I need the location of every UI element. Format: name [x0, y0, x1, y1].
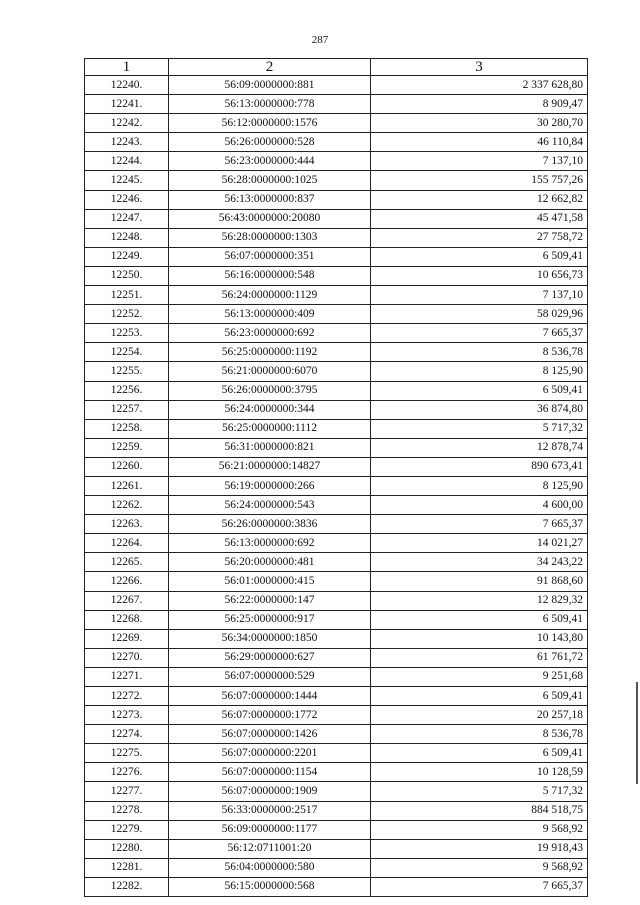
cadastral-number: 56:12:0000000:1576: [169, 114, 371, 133]
row-number: 12278.: [85, 801, 169, 820]
row-number: 12270.: [85, 648, 169, 667]
row-number: 12266.: [85, 572, 169, 591]
cadastral-value: 91 868,60: [371, 572, 588, 591]
cadastral-number: 56:07:0000000:1444: [169, 687, 371, 706]
row-number: 12280.: [85, 839, 169, 858]
cadastral-number: 56:25:0000000:917: [169, 610, 371, 629]
column-header-1: 1: [85, 59, 169, 76]
cadastral-number: 56:07:0000000:2201: [169, 744, 371, 763]
cadastral-number: 56:24:0000000:1129: [169, 286, 371, 305]
row-number: 12250.: [85, 266, 169, 285]
cadastral-value: 19 918,43: [371, 839, 588, 858]
table-row: [85, 171, 588, 190]
cadastral-number: 56:22:0000000:147: [169, 591, 371, 610]
cadastral-value: 5 717,32: [371, 782, 588, 801]
cadastral-value: 8 536,78: [371, 343, 588, 362]
cadastral-value: 58 029,96: [371, 305, 588, 324]
cadastral-value: 27 758,72: [371, 228, 588, 247]
table-row: [85, 400, 588, 419]
table-row: [85, 877, 588, 896]
cadastral-number: 56:43:0000000:20080: [169, 209, 371, 228]
cadastral-value: 155 757,26: [371, 171, 588, 190]
row-number: 12249.: [85, 247, 169, 266]
table-row: [85, 553, 588, 572]
row-number: 12281.: [85, 858, 169, 877]
cadastral-number: 56:13:0000000:837: [169, 190, 371, 209]
cadastral-number: 56:25:0000000:1192: [169, 343, 371, 362]
cadastral-value: 10 143,80: [371, 629, 588, 648]
row-number: 12276.: [85, 763, 169, 782]
cadastral-number: 56:01:0000000:415: [169, 572, 371, 591]
cadastral-value: 4 600,00: [371, 496, 588, 515]
cadastral-number: 56:13:0000000:692: [169, 534, 371, 553]
table-row: [85, 667, 588, 686]
row-number: 12252.: [85, 305, 169, 324]
cadastral-number: 56:28:0000000:1025: [169, 171, 371, 190]
table-row: [85, 534, 588, 553]
row-number: 12248.: [85, 228, 169, 247]
cadastral-number: 56:26:0000000:3836: [169, 515, 371, 534]
cadastral-number: 56:07:0000000:1426: [169, 725, 371, 744]
cadastral-value: 46 110,84: [371, 133, 588, 152]
cadastral-value: 890 673,41: [371, 457, 588, 476]
cadastral-number: 56:29:0000000:627: [169, 648, 371, 667]
cadastral-value: 6 509,41: [371, 247, 588, 266]
table-row: [85, 476, 588, 495]
cadastral-value: 12 829,32: [371, 591, 588, 610]
cadastral-number: 56:15:0000000:568: [169, 877, 371, 896]
table-row: [85, 782, 588, 801]
table-row: [85, 820, 588, 839]
table-row: [85, 114, 588, 133]
row-number: 12265.: [85, 553, 169, 572]
row-number: 12246.: [85, 190, 169, 209]
table-row: [85, 648, 588, 667]
cadastral-number: 56:31:0000000:821: [169, 438, 371, 457]
table-row: [85, 190, 588, 209]
cadastral-value: 36 874,80: [371, 400, 588, 419]
table-row: [85, 305, 588, 324]
table-row: [85, 152, 588, 171]
cadastral-number: 56:26:0000000:528: [169, 133, 371, 152]
cadastral-number: 56:13:0000000:409: [169, 305, 371, 324]
row-number: 12267.: [85, 591, 169, 610]
row-number: 12269.: [85, 629, 169, 648]
row-number: 12240.: [85, 76, 169, 95]
table-row: [85, 457, 588, 476]
table-row: [85, 286, 588, 305]
table-row: [85, 76, 588, 95]
table-body: [85, 76, 588, 897]
cadastral-number: 56:07:0000000:529: [169, 667, 371, 686]
row-number: 12275.: [85, 744, 169, 763]
cadastral-value: 45 471,58: [371, 209, 588, 228]
table-row: [85, 343, 588, 362]
cadastral-value: 8 125,90: [371, 362, 588, 381]
row-number: 12257.: [85, 400, 169, 419]
cadastral-number: 56:20:0000000:481: [169, 553, 371, 572]
table-row: [85, 801, 588, 820]
row-number: 12242.: [85, 114, 169, 133]
cadastral-number: 56:19:0000000:266: [169, 476, 371, 495]
cadastral-number: 56:26:0000000:3795: [169, 381, 371, 400]
cadastral-value: 8 125,90: [371, 476, 588, 495]
cadastral-number: 56:09:0000000:881: [169, 76, 371, 95]
row-number: 12251.: [85, 286, 169, 305]
table-row: [85, 362, 588, 381]
cadastral-number: 56:07:0000000:1772: [169, 706, 371, 725]
cadastral-number: 56:34:0000000:1850: [169, 629, 371, 648]
cadastral-value: 12 878,74: [371, 438, 588, 457]
table-row: [85, 419, 588, 438]
cadastral-value: 34 243,22: [371, 553, 588, 572]
cadastral-number: 56:33:0000000:2517: [169, 801, 371, 820]
cadastral-value: 2 337 628,80: [371, 76, 588, 95]
cadastral-value: 9 251,68: [371, 667, 588, 686]
table-row: [85, 687, 588, 706]
cadastral-number: 56:04:0000000:580: [169, 858, 371, 877]
row-number: 12241.: [85, 95, 169, 114]
table-row: [85, 209, 588, 228]
row-number: 12256.: [85, 381, 169, 400]
cadastral-value: 6 509,41: [371, 381, 588, 400]
table-row: [85, 763, 588, 782]
cadastral-number: 56:24:0000000:543: [169, 496, 371, 515]
cadastral-number: 56:13:0000000:778: [169, 95, 371, 114]
row-number: 12268.: [85, 610, 169, 629]
table-row: [85, 515, 588, 534]
registry-table: [84, 58, 588, 897]
row-number: 12274.: [85, 725, 169, 744]
cadastral-number: 56:07:0000000:1909: [169, 782, 371, 801]
table-row: [85, 572, 588, 591]
table-row: [85, 629, 588, 648]
cadastral-value: 9 568,92: [371, 858, 588, 877]
cadastral-number: 56:24:0000000:344: [169, 400, 371, 419]
cadastral-value: 6 509,41: [371, 687, 588, 706]
row-number: 12253.: [85, 324, 169, 343]
cadastral-value: 30 280,70: [371, 114, 588, 133]
row-number: 12262.: [85, 496, 169, 515]
table-row: [85, 228, 588, 247]
cadastral-value: 8 909,47: [371, 95, 588, 114]
cadastral-value: 20 257,18: [371, 706, 588, 725]
row-number: 12264.: [85, 534, 169, 553]
table-row: [85, 266, 588, 285]
cadastral-value: 14 021,27: [371, 534, 588, 553]
cadastral-value: 10 128,59: [371, 763, 588, 782]
cadastral-value: 7 665,37: [371, 877, 588, 896]
cadastral-number: 56:23:0000000:444: [169, 152, 371, 171]
cadastral-value: 7 137,10: [371, 286, 588, 305]
table-row: [85, 591, 588, 610]
cadastral-number: 56:21:0000000:14827: [169, 457, 371, 476]
cadastral-value: 12 662,82: [371, 190, 588, 209]
table-row: [85, 725, 588, 744]
cadastral-number: 56:12:0711001:20: [169, 839, 371, 858]
cadastral-number: 56:28:0000000:1303: [169, 228, 371, 247]
column-header-3: 3: [371, 59, 588, 76]
row-number: 12244.: [85, 152, 169, 171]
row-number: 12243.: [85, 133, 169, 152]
cadastral-value: 6 509,41: [371, 610, 588, 629]
cadastral-number: 56:16:0000000:548: [169, 266, 371, 285]
table-row: [85, 324, 588, 343]
row-number: 12258.: [85, 419, 169, 438]
cadastral-value: 7 137,10: [371, 152, 588, 171]
row-number: 12277.: [85, 782, 169, 801]
row-number: 12245.: [85, 171, 169, 190]
row-number: 12247.: [85, 209, 169, 228]
cadastral-value: 5 717,32: [371, 419, 588, 438]
table-row: [85, 438, 588, 457]
row-number: 12273.: [85, 706, 169, 725]
page-number: 287: [311, 34, 329, 46]
table-row: [85, 858, 588, 877]
scan-edge-mark: [636, 682, 638, 784]
row-number: 12254.: [85, 343, 169, 362]
table-row: [85, 95, 588, 114]
cadastral-number: 56:07:0000000:351: [169, 247, 371, 266]
table-row: [85, 496, 588, 515]
table-row: [85, 706, 588, 725]
table-row: [85, 610, 588, 629]
cadastral-number: 56:07:0000000:1154: [169, 763, 371, 782]
table-header-row: [85, 59, 588, 76]
cadastral-value: 9 568,92: [371, 820, 588, 839]
cadastral-number: 56:09:0000000:1177: [169, 820, 371, 839]
column-header-2: 2: [169, 59, 371, 76]
row-number: 12279.: [85, 820, 169, 839]
row-number: 12255.: [85, 362, 169, 381]
cadastral-number: 56:23:0000000:692: [169, 324, 371, 343]
cadastral-value: 7 665,37: [371, 515, 588, 534]
row-number: 12272.: [85, 687, 169, 706]
row-number: 12261.: [85, 476, 169, 495]
cadastral-value: 8 536,78: [371, 725, 588, 744]
row-number: 12263.: [85, 515, 169, 534]
cadastral-value: 61 761,72: [371, 648, 588, 667]
row-number: 12260.: [85, 457, 169, 476]
table-row: [85, 381, 588, 400]
table-row: [85, 839, 588, 858]
table-row: [85, 744, 588, 763]
cadastral-value: 7 665,37: [371, 324, 588, 343]
cadastral-value: 10 656,73: [371, 266, 588, 285]
cadastral-number: 56:25:0000000:1112: [169, 419, 371, 438]
row-number: 12259.: [85, 438, 169, 457]
cadastral-value: 884 518,75: [371, 801, 588, 820]
table-row: [85, 133, 588, 152]
cadastral-number: 56:21:0000000:6070: [169, 362, 371, 381]
row-number: 12282.: [85, 877, 169, 896]
row-number: 12271.: [85, 667, 169, 686]
table-row: [85, 247, 588, 266]
cadastral-value: 6 509,41: [371, 744, 588, 763]
